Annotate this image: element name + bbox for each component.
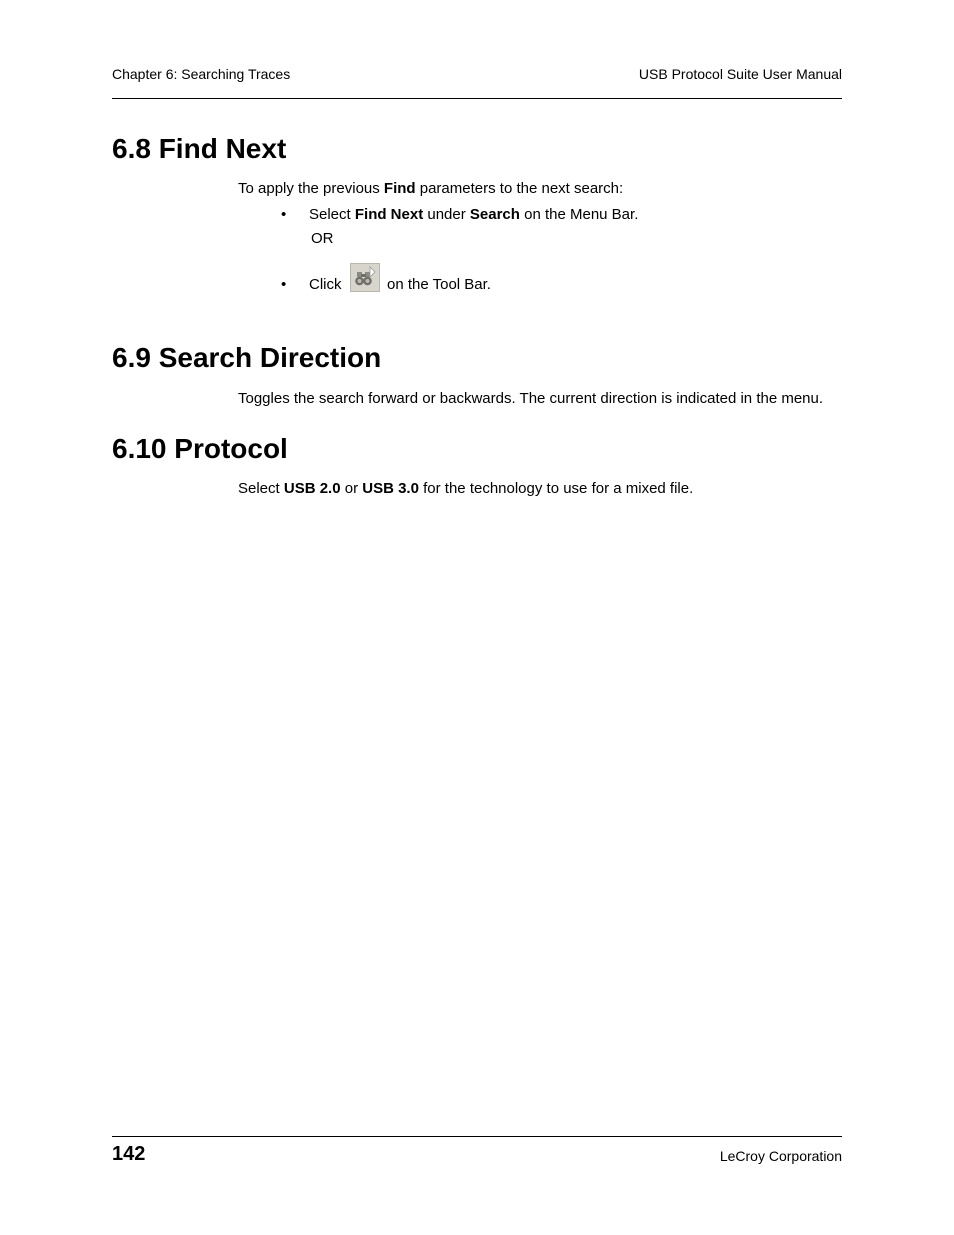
header-rule — [112, 98, 842, 99]
manual-title: USB Protocol Suite User Manual — [638, 66, 842, 82]
bullet-select-find-next: Select Find Next under Search on the Menu Bar. — [309, 206, 639, 223]
usb3-term: USB 3.0 — [362, 480, 419, 497]
usb2-term: USB 2.0 — [283, 480, 341, 497]
or-separator: OR — [311, 230, 334, 247]
heading-search-direction: 6.9 Search Direction — [112, 342, 382, 373]
heading-find-next: 6.8 Find Next — [112, 133, 287, 164]
bullet-toolbar-label: on the Tool Bar. — [387, 276, 491, 293]
page-number: 142 — [112, 1143, 146, 1165]
find-next-term: Find Next — [354, 206, 424, 223]
heading-protocol: 6.10 Protocol — [112, 433, 288, 464]
find-next-intro: To apply the previous Find parameters to the next search: — [238, 180, 624, 197]
bullet-marker: • — [281, 276, 287, 293]
search-menu-term: Search — [469, 206, 520, 223]
chapter-title: Chapter 6: Searching Traces — [112, 66, 291, 82]
find-term: Find — [383, 180, 416, 197]
bullet-click-label: Click — [309, 276, 342, 293]
bullet-marker: • — [281, 206, 287, 223]
search-direction-body: Toggles the search forward or backwards. The current direction is indicated in the menu. — [238, 390, 824, 407]
footer-rule — [112, 1136, 842, 1137]
company-name: LeCroy Corporation — [719, 1148, 842, 1164]
protocol-body: Select USB 2.0 or USB 3.0 for the technology to use for a mixed file. — [238, 480, 694, 497]
find-next-binoculars-icon — [350, 263, 380, 292]
